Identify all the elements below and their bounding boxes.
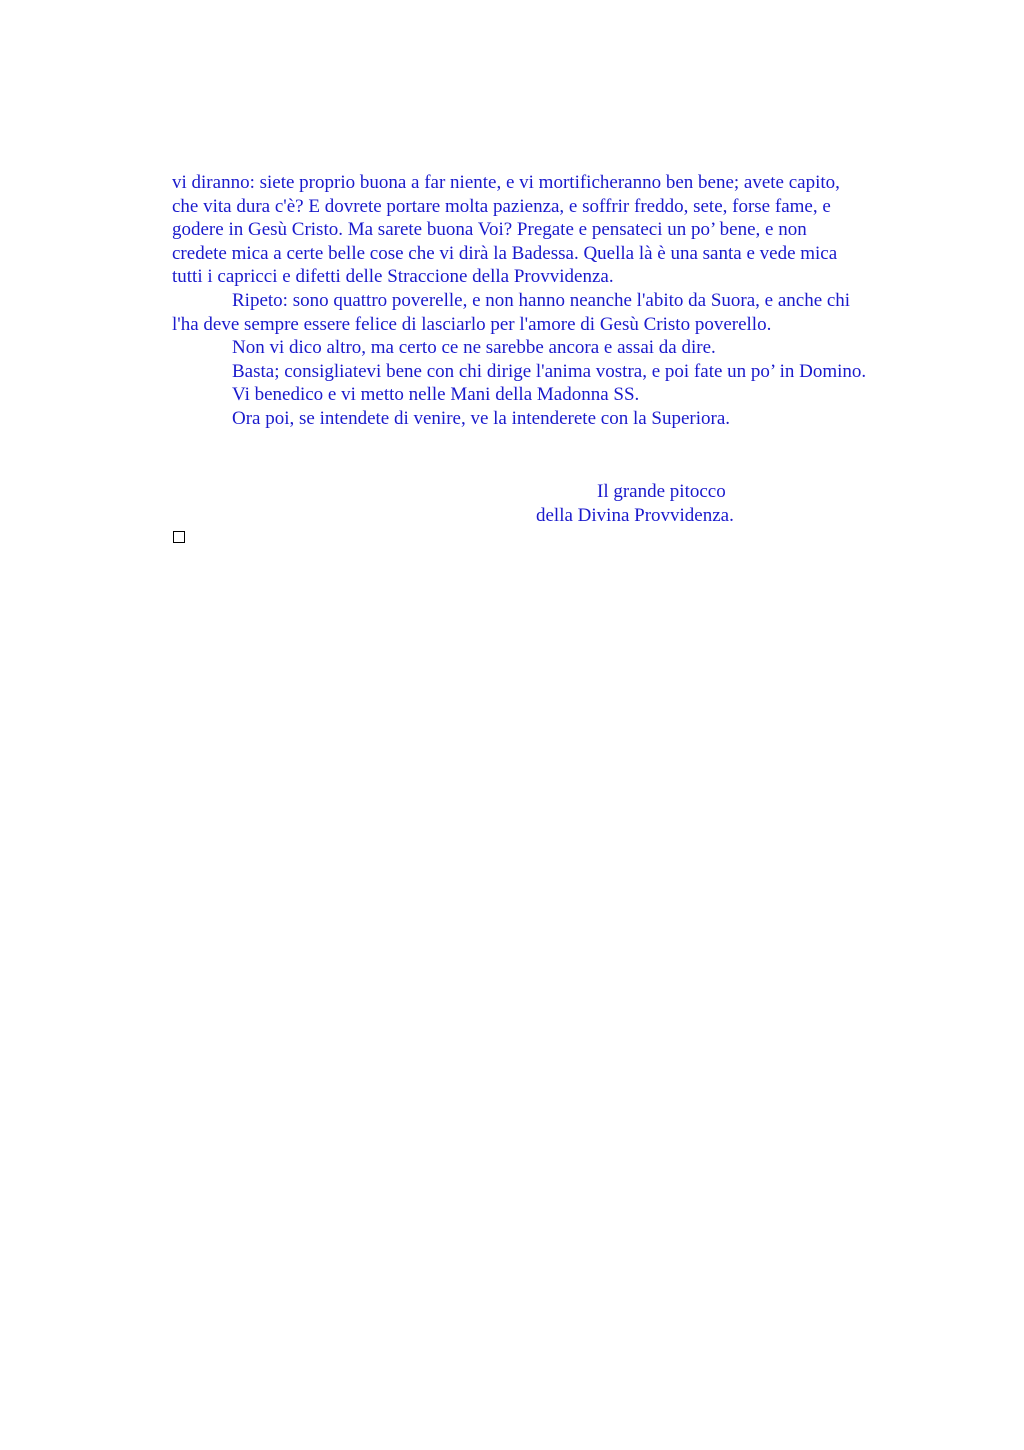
text-line: Ora poi, se intendete di venire, ve la intenderete con la Superiora. [232, 407, 731, 429]
signature-line-1: Il grande pitocco [597, 481, 726, 502]
text-line: l'ha deve sempre essere felice di lasciarlo per l'amore di Gesù Cristo poverello. [172, 313, 772, 335]
text-line: Non vi dico altro, ma certo ce ne sarebbe ancora e assai da dire. [232, 337, 716, 359]
paragraph-ora-poi [172, 407, 952, 431]
empty-checkbox-icon [173, 531, 185, 543]
paragraph-continuation [172, 171, 952, 289]
text-line: Vi benedico e vi metto nelle Mani della Madonna SS. [232, 384, 640, 406]
text-line: vi diranno: siete proprio buona a far niente, e vi mortificheranno ben bene; avete capito, [172, 172, 840, 193]
paragraph-ripeto [172, 289, 952, 336]
text-line: credete mica a certe belle cose che vi dirà la Badessa. Quella là è una santa e vede mica [172, 242, 838, 264]
paragraph-benedico [172, 383, 952, 407]
letter-body [172, 171, 952, 431]
text-line: che vita dura c'è? E dovrete portare molta pazienza, e soffrir freddo, sete, forse fame, e [172, 195, 831, 217]
signature-line-2: della Divina Provvidenza. [536, 505, 734, 526]
paragraph-non-vi-dico [172, 336, 952, 360]
text-line: tutti i capricci e difetti delle Straccione della Provvidenza. [172, 266, 614, 288]
text-line: Ripeto: sono quattro poverelle, e non hanno neanche l'abito da Suora, e anche chi [232, 289, 851, 311]
text-line: Basta; consigliatevi bene con chi dirige l'anima vostra, e poi fate un po’ in Domino. [232, 360, 867, 382]
paragraph-basta [172, 360, 952, 384]
text-line: godere in Gesù Cristo. Ma sarete buona Voi? Pregate e pensateci un po’ bene, e non [172, 219, 807, 241]
